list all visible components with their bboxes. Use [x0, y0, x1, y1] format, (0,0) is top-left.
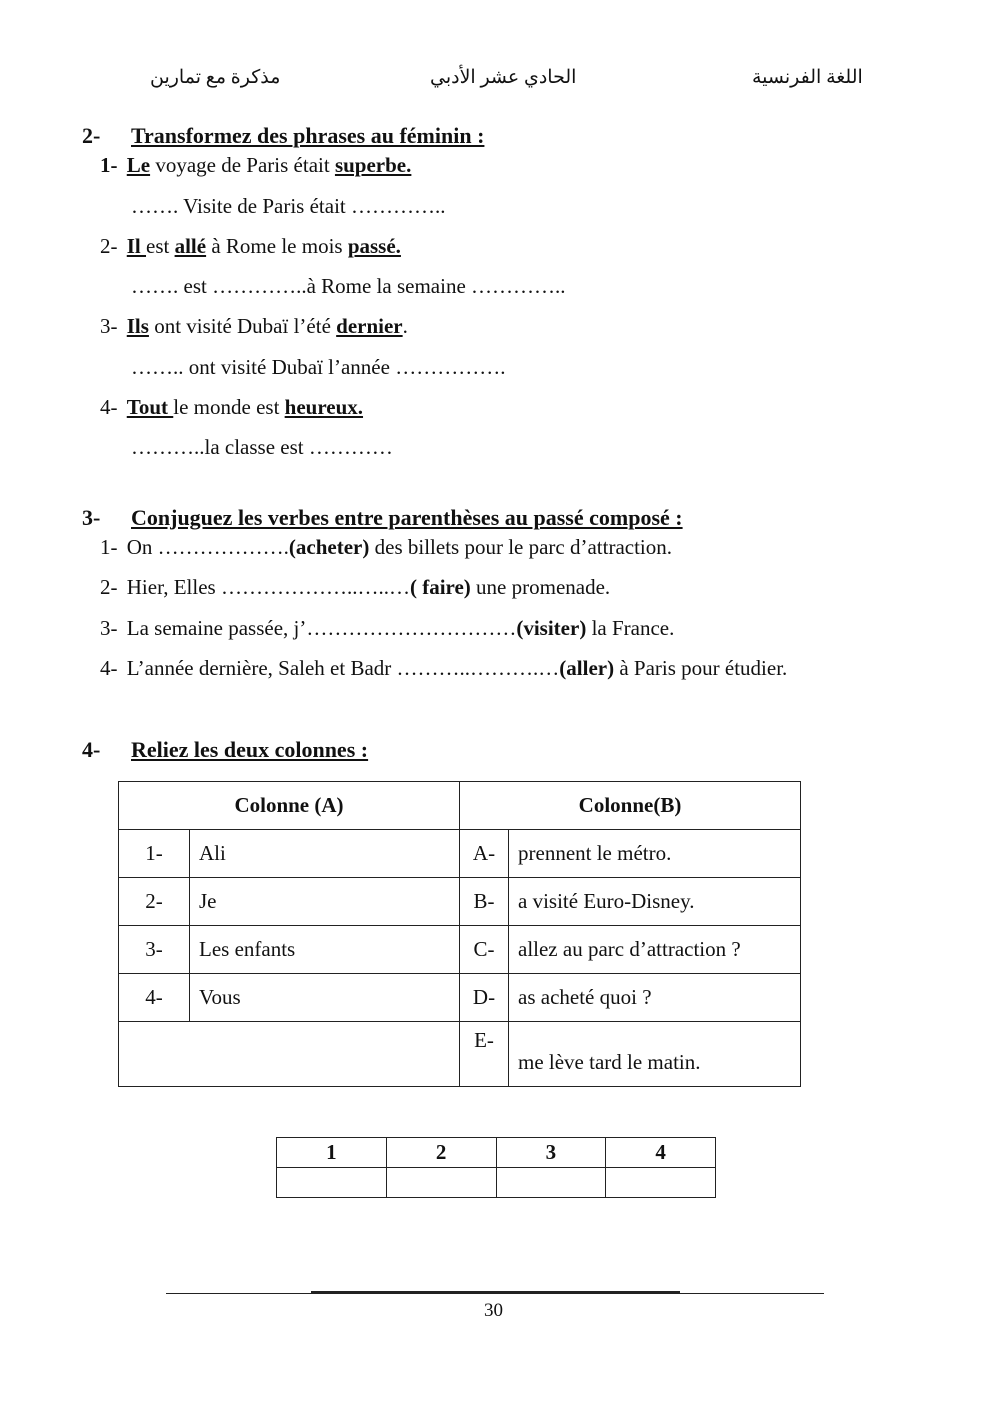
s2-item-2-answer: ……. est …………..à Rome la semaine …………..: [131, 274, 566, 298]
s2-item-2-text2: à Rome le mois: [206, 234, 348, 258]
s3-item-2-verb: ( faire): [409, 575, 471, 599]
column-a-header: Colonne (A): [119, 782, 460, 830]
s2-item-1: [100, 153, 411, 178]
answer-header: 1: [277, 1138, 387, 1168]
s3-item-3-verb: (visiter): [516, 616, 587, 640]
matching-table: [118, 781, 801, 1087]
row-letter: A-: [460, 830, 509, 878]
s2-item-2: [100, 234, 401, 259]
s2-item-4-word1: Tout: [126, 395, 174, 419]
s3-item-1-number: 1-: [100, 535, 118, 559]
column-b-header: Colonne(B): [460, 782, 801, 830]
s2-item-4-number: 4-: [100, 395, 118, 419]
answer-cell[interactable]: [386, 1168, 496, 1198]
s2-item-1-answer: ……. Visite de Paris était …………..: [131, 194, 446, 218]
s2-item-3-text1: ont visité Dubaï l’été: [148, 314, 337, 338]
s3-item-2-number: 2-: [100, 575, 118, 599]
footer-rule-thick: [311, 1291, 680, 1293]
section-4-title: Reliez les deux colonnes :: [131, 737, 369, 762]
header-right: اللغة الفرنسية: [752, 67, 863, 88]
table-row: [119, 926, 801, 974]
section-2-number: 2-: [82, 123, 101, 148]
s3-item-2-post: une promenade.: [470, 575, 611, 599]
s2-item-4-word2: heureux.: [284, 395, 364, 419]
column-a-cell: Les enfants: [190, 926, 460, 974]
s3-item-4-verb: (aller): [559, 656, 615, 680]
s2-item-1-word2: superbe.: [334, 153, 412, 177]
s2-item-3-text2: .: [402, 314, 408, 338]
header-left: مذكرة مع تمارين: [150, 67, 281, 88]
s3-item-1-post: des billets pour le parc d’attraction.: [369, 535, 673, 559]
s3-item-4-post: à Paris pour étudier.: [614, 656, 788, 680]
s2-item-3-word1: Ils: [126, 314, 149, 338]
table-row: [119, 974, 801, 1022]
empty-cell: [119, 1022, 460, 1087]
s3-item-3-number: 3-: [100, 616, 118, 640]
row-number: 1-: [119, 830, 190, 878]
s2-item-3-number: 3-: [100, 314, 118, 338]
column-b-cell: me lève tard le matin.: [509, 1022, 801, 1087]
s3-item-4-number: 4-: [100, 656, 118, 680]
s2-item-1-number: 1-: [100, 153, 118, 177]
s3-item-3-post: la France.: [586, 616, 675, 640]
s3-item-1-pre: On ……………….: [126, 535, 289, 559]
column-b-cell: prennent le métro.: [509, 830, 801, 878]
column-b-cell: allez au parc d’attraction ?: [509, 926, 801, 974]
table-row: [119, 1022, 801, 1087]
s2-item-1-word1: Le: [126, 153, 151, 177]
s3-item-2: [100, 575, 610, 600]
section-3-number: 3-: [82, 505, 101, 530]
s2-item-2-number: 2-: [100, 234, 118, 258]
s3-item-2-pre: Hier, Elles ………………..…..…: [126, 575, 410, 599]
column-b-cell: as acheté quoi ?: [509, 974, 801, 1022]
answer-header: 2: [386, 1138, 496, 1168]
s3-item-4: [100, 656, 787, 681]
answer-header: 4: [606, 1138, 716, 1168]
s3-item-1-verb: (acheter): [288, 535, 370, 559]
column-a-cell: Vous: [190, 974, 460, 1022]
s3-item-1: [100, 535, 672, 560]
s3-item-3-pre: La semaine passée, j’…………………………: [126, 616, 517, 640]
column-a-cell: Je: [190, 878, 460, 926]
header-center: الحادي عشر الأدبي: [430, 67, 577, 88]
s2-item-2-word3: passé.: [347, 234, 401, 258]
answer-header: 3: [496, 1138, 606, 1168]
s2-item-1-text1: voyage de Paris était: [150, 153, 335, 177]
s2-item-3: [100, 314, 408, 339]
row-letter: E-: [460, 1022, 509, 1087]
s2-item-2-word2: allé: [174, 234, 207, 258]
row-number: 4-: [119, 974, 190, 1022]
s2-item-3-word2: dernier: [336, 314, 403, 338]
table-row: [119, 878, 801, 926]
s2-item-4: [100, 395, 363, 420]
answer-cell[interactable]: [277, 1168, 387, 1198]
s2-item-2-text1: est: [146, 234, 175, 258]
s2-item-2-word1: Il: [126, 234, 147, 258]
section-2-title: Transformez des phrases au féminin :: [131, 123, 485, 148]
row-letter: C-: [460, 926, 509, 974]
section-3-title: Conjuguez les verbes entre parenthèses au passé composé :: [131, 505, 683, 530]
row-letter: D-: [460, 974, 509, 1022]
column-a-cell: Ali: [190, 830, 460, 878]
s2-item-4-text1: le monde est: [173, 395, 285, 419]
s3-item-3: [100, 616, 674, 641]
answer-cell[interactable]: [496, 1168, 606, 1198]
row-letter: B-: [460, 878, 509, 926]
column-b-cell: a visité Euro-Disney.: [509, 878, 801, 926]
row-number: 2-: [119, 878, 190, 926]
row-number: 3-: [119, 926, 190, 974]
s2-item-3-answer: …….. ont visité Dubaï l’année …………….: [131, 355, 506, 379]
section-4-number: 4-: [82, 737, 101, 762]
footer-rule: [166, 1293, 824, 1294]
answer-grid: [276, 1137, 716, 1198]
table-row: [119, 830, 801, 878]
s2-item-4-answer: ………..la classe est …………: [131, 435, 393, 459]
s3-item-4-pre: L’année dernière, Saleh et Badr ………..……….…: [126, 656, 560, 680]
answer-cell[interactable]: [606, 1168, 716, 1198]
page-number: 30: [484, 1300, 503, 1321]
